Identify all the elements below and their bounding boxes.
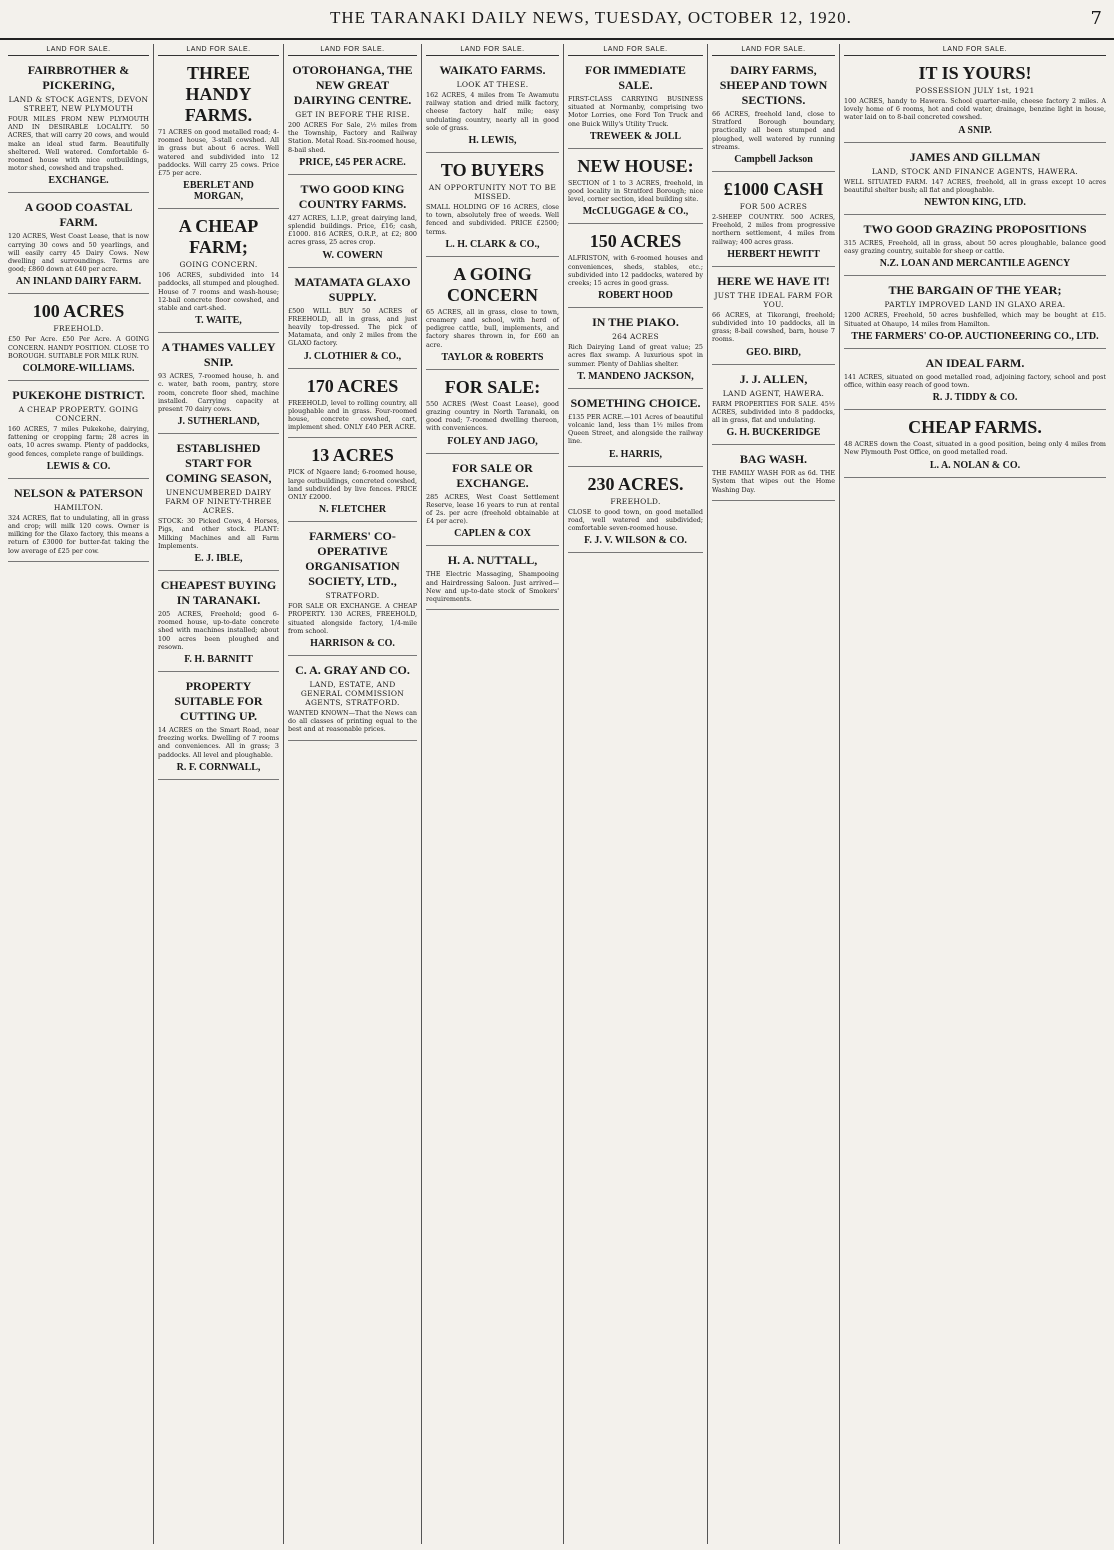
ad-body: 315 ACRES, Freehold, all in grass, about 50 acres ploughable, balance good easy grazing country, suitable for sheep or cattle. <box>844 239 1106 256</box>
ad-body: FREEHOLD, level to rolling country, all ploughable and in grass. Four-roomed house, concrete cowshed, cart, implement shed. ONLY £40 PER ACRE. <box>288 398 417 432</box>
ad-title: FOR IMMEDIATE SALE. <box>585 63 686 92</box>
ad-title: FARMERS' CO-OPERATIVE ORGANISATION SOCIETY, LTD., <box>305 529 400 589</box>
ad-title: THREE HANDY FARMS. <box>184 63 253 125</box>
ad-title: SOMETHING CHOICE. <box>570 395 701 410</box>
ad-title: PUKEKOHE DISTRICT. <box>12 388 145 403</box>
ad-body: 48 ACRES down the Coast, situated in a good position, being only 4 miles from New Plymouth Post Office, on good metalled road. <box>844 440 1106 457</box>
ad-signature: A SNIP. <box>958 124 992 136</box>
ad-body: SECTION of 1 to 3 ACRES, freehold, in good locality in Stratford Borough; nice level, corner section, ideal building site. <box>568 178 703 204</box>
advertisement <box>844 215 1106 276</box>
ad-body: 100 ACRES, handy to Hawera. School quarter-mile, cheese factory 2 miles. A lovely home of 6 rooms, hot and cold water, drainage, benzine light in house, water laid on to 8-bail concreted cowshed. <box>844 97 1106 122</box>
ad-body: 427 ACRES, L.I.P., great dairying land, splendid buildings. Price, £16; cash, £1000. 816 ACRES, O.R.P., at £2; 800 acres grass, 25 acres crop. <box>288 213 417 247</box>
ad-title: TWO GOOD GRAZING PROPOSITIONS <box>863 222 1087 237</box>
advertisement <box>426 257 559 370</box>
advertisement <box>426 370 559 454</box>
ad-signature: W. COWERN <box>322 249 383 261</box>
column-header: LAND FOR SALE. <box>712 44 835 56</box>
ad-body: 162 ACRES, 4 miles from Te Awamutu railway station and dried milk factory, cheese factory half mile; easy undulating country, nearly all in good sole of grass. <box>426 91 559 132</box>
ad-subtitle: HAMILTON. <box>53 502 104 512</box>
advertisement <box>158 434 279 571</box>
ad-title: FAIRBROTHER & PICKERING, <box>27 63 130 92</box>
advertisement <box>568 56 703 149</box>
advertisement <box>712 172 835 267</box>
ad-title: WAIKATO FARMS. <box>439 63 546 77</box>
ad-title: IN THE PIAKO. <box>592 315 679 330</box>
ad-signature: PRICE, £45 PER ACRE. <box>299 156 406 168</box>
ad-title: 150 ACRES <box>589 231 682 252</box>
ad-signature: AN INLAND DAIRY FARM. <box>15 276 142 288</box>
ad-signature: GEO. BIRD, <box>746 346 801 358</box>
advertisement <box>844 349 1106 410</box>
ad-body: £500 WILL BUY 50 ACRES of FREEHOLD, all in grass, and just heavily top-dressed. The pick of Matamata, and only 2 miles from the GLAXO factory. <box>288 306 417 348</box>
ad-body: 550 ACRES (West Coast Lease), good grazing country in North Taranaki, on good road; 7-roomed dwelling thereon, with conveniences. <box>426 399 559 433</box>
ad-subtitle: AN OPPORTUNITY NOT TO BE MISSED. <box>428 183 557 202</box>
ad-title: H. A. NUTTALL, <box>447 553 538 568</box>
advertisement <box>8 294 149 381</box>
ad-signature: THE FARMERS' CO-OP. AUCTIONEERING CO., LTD. <box>851 330 1099 342</box>
ad-signature: N. FLETCHER <box>318 504 387 516</box>
advertisement <box>568 389 703 467</box>
ad-body: 120 ACRES, West Coast Lease, that is now carrying 30 cows and 50 yearlings, and will easily carry 45 Dairy Cows. New dwelling and surroundings. Terms are good; £860 down at £40 per acre. <box>8 232 149 274</box>
advertisement <box>712 445 835 501</box>
column-header: LAND FOR SALE. <box>158 44 279 56</box>
ad-body: THE Electric Massaging, Shampooing and Hairdressing Saloon. Just arrived—New and up-to-date stock of Smokers' requirements. <box>426 570 559 604</box>
ad-title: A GOING CONCERN <box>446 263 538 305</box>
ad-signature: ROBERT HOOD <box>598 290 673 302</box>
column-5 <box>564 44 708 1544</box>
ad-title: CHEAP FARMS. <box>908 417 1042 438</box>
advertisement <box>288 56 417 175</box>
ad-body: FOUR MILES FROM NEW PLYMOUTH AND IN DESIRABLE LOCALITY. 50 ACRES, that will carry 20 cows, and would make an ideal stud farm. Beautifully sheltered. Well watered. Comfortable 6-roomed house with nice outbuildings, motor shed, cowshed and trapshed. <box>8 115 149 173</box>
ad-title: ESTABLISHED START FOR COMING SEASON, <box>165 441 272 486</box>
ad-signature: G. H. BUCKERIDGE <box>726 427 821 439</box>
ad-title: CHEAPEST BUYING IN TARANAKI. <box>160 578 277 608</box>
ad-subtitle: JUST THE IDEAL FARM FOR YOU. <box>714 290 833 309</box>
page-number: 7 <box>1090 8 1102 29</box>
ad-body: FARM PROPERTIES FOR SALE. 45½ ACRES, subdivided into 8 paddocks, all in grass, flat and undulating. <box>712 399 835 425</box>
ad-signature: F. H. BARNITT <box>184 654 253 666</box>
advertisement <box>158 571 279 672</box>
advertisement <box>568 149 703 225</box>
column-7 <box>840 44 1110 1544</box>
advertisement <box>288 656 417 741</box>
ad-title: TWO GOOD KING COUNTRY FARMS. <box>298 181 407 211</box>
advertisement <box>844 410 1106 477</box>
ad-title: A GOOD COASTAL FARM. <box>24 200 133 230</box>
ad-title: FOR SALE OR EXCHANGE. <box>452 460 533 490</box>
advertisement <box>844 276 1106 348</box>
ad-title: OTOROHANGA, THE NEW GREAT DAIRYING CENTRE. <box>292 63 413 107</box>
ad-signature: T. MANDENO JACKSON, <box>577 370 694 382</box>
ad-subtitle: LAND & STOCK AGENTS, DEVON STREET, NEW PLYMOUTH <box>8 95 149 113</box>
ad-subtitle: 264 ACRES <box>612 332 659 342</box>
ad-signature: L. A. NOLAN & CO. <box>929 459 1021 471</box>
advertisement <box>426 56 559 153</box>
ad-subtitle: GET IN BEFORE THE RISE. <box>295 110 410 119</box>
ad-subtitle: FREEHOLD. <box>610 496 661 506</box>
ad-title: DAIRY FARMS, SHEEP AND TOWN SECTIONS. <box>719 63 828 107</box>
column-6 <box>708 44 840 1544</box>
advertisement <box>844 143 1106 215</box>
ad-body: WANTED KNOWN—That the News can do all classes of printing equal to the best and at reasonable prices. <box>288 709 417 734</box>
ad-body: STOCK: 30 Picked Cows, 4 Horses, Pigs, and other stock. PLANT: Milking Machines and all Farm Implements. <box>158 517 279 550</box>
ad-signature: HARRISON & CO. <box>310 638 395 650</box>
column-1 <box>4 44 154 1544</box>
advertisement <box>8 381 149 479</box>
ad-subtitle: GOING CONCERN. <box>179 260 258 270</box>
ad-signature: J. SUTHERLAND, <box>177 416 260 428</box>
ad-signature: R. F. CORNWALL, <box>176 761 261 773</box>
ad-body: 65 ACRES, all in grass, close to town, creamery and school, with herd of pedigree cattle, bull, implements, and factory shares thrown in, for £60 an acre. <box>426 307 559 349</box>
advertisement <box>288 268 417 369</box>
ad-body: 14 ACRES on the Smart Road, near freezing works. Dwelling of 7 rooms and conveniences. All in grass; 3 paddocks. All level and ploughable. <box>158 726 279 759</box>
ad-signature: FOLEY AND JAGO, <box>447 435 538 447</box>
ad-title: FOR SALE: <box>444 376 541 397</box>
ad-title: C. A. GRAY AND CO. <box>295 663 410 678</box>
advertisement <box>158 56 279 209</box>
ad-body: FIRST-CLASS CARRYING BUSINESS situated at Normanby, comprising two Motor Lorries, one Ford Ton Truck and one Buick Willy's Utility Truck. <box>568 95 703 128</box>
masthead <box>0 0 1114 40</box>
ad-signature: EBERLET AND MORGAN, <box>183 180 254 203</box>
ad-title: NELSON & PATERSON <box>14 485 143 500</box>
ad-subtitle: FREEHOLD. <box>53 324 104 334</box>
ad-signature: TAYLOR & ROBERTS <box>441 351 544 363</box>
ad-subtitle: POSSESSION JULY 1st, 1921 <box>915 86 1035 95</box>
advertisement <box>426 153 559 257</box>
ad-title: JAMES AND GILLMAN <box>909 149 1041 164</box>
ad-signature: CAPLEN & COX <box>454 528 531 540</box>
advertisement <box>158 333 279 434</box>
ad-body: ALFRISTON, with 6-roomed houses and conveniences, sheds, stables, etc.; subdivided into 12 paddocks, watered by creeks; 15 acres in good grass. <box>568 254 703 288</box>
advertisement <box>8 56 149 193</box>
ad-body: WELL SITUATED FARM. 147 ACRES, freehold, all in grass except 10 acres beautiful shelter bush; all flat and ploughable. <box>844 177 1106 194</box>
ad-title: AN IDEAL FARM. <box>925 355 1025 370</box>
ad-body: 71 ACRES on good metalled road; 4-roomed house, 3-stall cowshed. All in grass but about 6 acres. Well watered and subdivided into 12 paddocks. Will carry 25 cows. Price £75 per acre. <box>158 128 279 178</box>
ad-subtitle: LOOK AT THESE. <box>456 80 529 89</box>
ad-subtitle: STRATFORD. <box>325 591 380 601</box>
advertisement <box>8 193 149 294</box>
ad-body: 285 ACRES, West Coast Settlement Reserve, lease 16 years to run at rental of 2s. per acre (freehold obtainable at £4 per acre). <box>426 492 559 526</box>
advertisement <box>844 56 1106 143</box>
ad-title: 100 ACRES <box>32 301 125 322</box>
ad-body: THE FAMILY WASH FOR as 6d. THE System that wipes out the Home Washing Day. <box>712 469 835 494</box>
advertisement <box>712 267 835 365</box>
ad-subtitle: LAND, STOCK AND FINANCE AGENTS, HAWERA. <box>871 166 1079 176</box>
advertisement <box>712 365 835 446</box>
column-header: LAND FOR SALE. <box>8 44 149 56</box>
ad-title: 13 ACRES <box>311 445 394 466</box>
ad-title: TO BUYERS <box>440 160 545 181</box>
ad-signature: N.Z. LOAN AND MERCANTILE AGENCY <box>879 258 1071 270</box>
ad-title: A THAMES VALLEY SNIP. <box>161 340 276 370</box>
ad-title: J. J. ALLEN, <box>739 371 808 386</box>
ad-body: 106 ACRES, subdivided into 14 paddocks, all stumped and ploughed. House of 7 rooms and wash-house; 12-bail concrete floor cowshed, and stable and cart-shed. <box>158 271 279 313</box>
ad-signature: F. J. V. WILSON & CO. <box>584 535 687 547</box>
ad-signature: L. H. CLARK & CO., <box>445 238 540 250</box>
ad-signature: COLMORE-WILLIAMS. <box>22 363 135 375</box>
column-4 <box>422 44 564 1544</box>
ad-signature: EXCHANGE. <box>48 175 109 187</box>
ad-subtitle: PARTLY IMPROVED LAND IN GLAXO AREA. <box>884 300 1066 310</box>
ad-body: SMALL HOLDING OF 16 ACRES, close to town, absolutely free of weeds. Well fenced and subdivided. PRICE £2500; terms. <box>426 203 559 236</box>
ad-title: NEW HOUSE: <box>577 155 694 176</box>
advertisement <box>288 175 417 268</box>
ad-title: BAG WASH. <box>739 452 808 467</box>
advertisement <box>712 56 835 172</box>
ad-body: 66 ACRES, freehold land, close to Stratford Borough boundary, practically all been stumped and ploughed, well watered by running streams. <box>712 110 835 151</box>
ad-subtitle: LAND, ESTATE, AND GENERAL COMMISSION AGENTS, STRATFORD. <box>300 680 405 708</box>
advertisement <box>568 467 703 554</box>
advertisement <box>426 546 559 610</box>
ad-title: HERE WE HAVE IT! <box>717 273 830 288</box>
ad-signature: H. LEWIS, <box>468 135 517 147</box>
ad-title: THE BARGAIN OF THE YEAR; <box>888 283 1062 298</box>
ad-body: 141 ACRES, situated on good metalled road, adjoining factory, school and post office, within easy reach of good town. <box>844 372 1106 390</box>
ad-body: FOR SALE OR EXCHANGE. A CHEAP PROPERTY. 130 ACRES, FREEHOLD, situated alongside factory, 1/4-mile from school. <box>288 602 417 635</box>
ad-title: 170 ACRES <box>306 375 399 396</box>
ad-title: A CHEAP FARM; <box>178 216 259 258</box>
ad-title: PROPERTY SUITABLE FOR CUTTING UP. <box>174 679 263 724</box>
ad-title: MATAMATA GLAXO SUPPLY. <box>294 274 411 304</box>
ad-title: £1000 CASH <box>723 179 824 200</box>
ad-signature: LEWIS & CO. <box>46 460 111 472</box>
ad-body: Rich Dairying Land of great value; 25 acres flax swamp. A luxurious spot in summer. Plenty of Dahlias shelter. <box>568 343 703 368</box>
ad-signature: Campbell Jackson <box>734 154 813 166</box>
advertisement <box>158 672 279 780</box>
ad-body: £135 PER ACRE.—101 Acres of beautiful volcanic land, less than 1½ miles from Queen Street, and alongside the railway line. <box>568 412 703 446</box>
ad-body: 1200 ACRES, Freehold, 50 acres bushfelled, which may be bought at £15. Situated at Ohaupo, 14 miles from Hamilton. <box>844 311 1106 328</box>
ad-signature: McCLUGGAGE & CO., <box>582 206 689 218</box>
advertisement <box>288 369 417 439</box>
column-header: LAND FOR SALE. <box>288 44 417 56</box>
ad-body: 93 ACRES, 7-roomed house, h. and c. water, bath room, pantry, store room, concrete floor shed, machine installed. Carrying capacity at present 70 dairy cows. <box>158 372 279 414</box>
ad-subtitle: A CHEAP PROPERTY. GOING CONCERN. <box>18 405 139 424</box>
advertisement <box>8 479 149 562</box>
column-3 <box>284 44 422 1544</box>
ad-signature: HERBERT HEWITT <box>727 248 820 260</box>
ad-signature: R. J. TIDDY & CO. <box>932 392 1018 404</box>
advertisement <box>158 209 279 333</box>
advertisement <box>426 454 559 547</box>
ad-title: IT IS YOURS! <box>918 63 1032 83</box>
advertisement <box>288 438 417 522</box>
ad-body: PICK of Ngaere land; 6-roomed house, large outbuildings, concreted cowshed, land subdivided by live fences. PRICE ONLY £2000. <box>288 468 417 502</box>
ad-signature: NEWTON KING, LTD. <box>924 197 1026 209</box>
advertisement <box>568 224 703 308</box>
ad-signature: TREWEEK & JOLL <box>589 130 682 142</box>
column-header: LAND FOR SALE. <box>844 44 1106 56</box>
ad-body: 324 ACRES, flat to undulating, all in grass and crop; will milk 120 cows. Owner is milking for the Glaxo factory, this means a return of £3000 for butter-fat taking the low average of £25 per cow. <box>8 513 149 555</box>
ad-signature: E. HARRIS, <box>608 448 663 460</box>
ad-body: 200 ACRES For Sale, 2½ miles from the Township, Factory and Railway Station. Metal Road. Six-roomed house, 8-bail shed. <box>288 121 417 154</box>
ad-subtitle: FOR 500 ACRES <box>739 202 808 212</box>
advertisement <box>288 522 417 656</box>
masthead-title: THE TARANAKI DAILY NEWS, TUESDAY, OCTOBER 12, 1920. <box>330 8 852 27</box>
ad-subtitle: UNENCUMBERED DAIRY FARM OF NINETY-THREE ACRES. <box>165 488 272 516</box>
ad-body: £50 Per Acre. £50 Per Acre. A GOING CONCERN. HANDY POSITION. CLOSE TO BOROUGH. SUITABLE FOR MILK RUN. <box>8 335 149 360</box>
ad-body: CLOSE to good town, on good metalled road, well watered and subdivided; comfortable seven-roomed house. <box>568 507 703 533</box>
column-header: LAND FOR SALE. <box>426 44 559 56</box>
columns <box>4 44 1110 1544</box>
column-2 <box>154 44 284 1544</box>
ad-body: 2-SHEEP COUNTRY. 500 ACRES, Freehold, 2 miles from progressive northern settlement, 4 miles from railway; 400 acres grass. <box>712 213 835 246</box>
ad-signature: T. WAITE, <box>195 315 242 327</box>
ad-body: 160 ACRES, 7 miles Pukekohe, dairying, fattening or cropping farm; 28 acres in oats, 10 acres swamp. Plenty of paddocks, good fences, complete range of buildings. <box>8 425 149 458</box>
advertisement <box>568 308 703 389</box>
ad-body: 205 ACRES, Freehold; good 6-roomed house, up-to-date concrete shed with machines installed; about 100 acres been ploughed and resown. <box>158 610 279 651</box>
ad-title: 230 ACRES. <box>587 473 684 494</box>
ad-body: 66 ACRES, at Tikorangi, freehold; subdivided into 10 paddocks, all in grass; 8-bail cowshed, barn, house 7 rooms. <box>712 310 835 344</box>
ad-subtitle: LAND AGENT, HAWERA. <box>722 388 825 398</box>
column-header: LAND FOR SALE. <box>568 44 703 56</box>
ad-signature: J. CLOTHIER & CO., <box>303 350 402 362</box>
ad-signature: E. J. IBLE, <box>194 553 243 565</box>
